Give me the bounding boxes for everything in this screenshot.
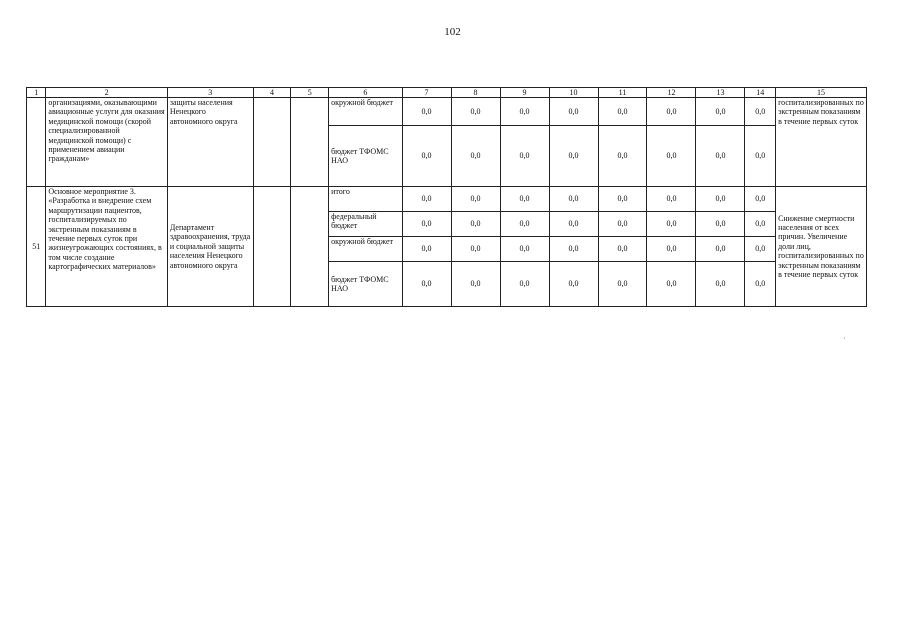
column-number: 2: [46, 88, 167, 98]
value-cell: 0,0: [549, 262, 598, 307]
value-cell: 0,0: [696, 262, 745, 307]
value-cell: 0,0: [598, 212, 647, 237]
value-cell: 0,0: [500, 262, 549, 307]
value-cell: 0,0: [647, 262, 696, 307]
activity-cell: организациями, оказывающими авиационные услуги для оказания медицинской помощи (скорой специализированной медицинской помощи) с применением авиации гражданам»: [46, 98, 167, 187]
value-cell: 0,0: [402, 212, 451, 237]
funding-source-cell: федеральный бюджет: [329, 212, 402, 237]
value-cell: 0,0: [500, 187, 549, 212]
value-cell: 0,0: [500, 126, 549, 187]
column-number: 8: [451, 88, 500, 98]
value-cell: 0,0: [647, 98, 696, 126]
value-cell: 0,0: [451, 237, 500, 262]
funding-source-cell: окружной бюджет: [329, 237, 402, 262]
empty-cell: [253, 98, 291, 187]
column-number-row: [27, 88, 867, 98]
column-number: 4: [253, 88, 291, 98]
value-cell: 0,0: [549, 187, 598, 212]
value-cell: 0,0: [696, 98, 745, 126]
value-cell: 0,0: [696, 237, 745, 262]
empty-cell: [253, 187, 291, 307]
value-cell: 0,0: [500, 212, 549, 237]
value-cell: 0,0: [745, 98, 776, 126]
column-number: 6: [329, 88, 402, 98]
value-cell: 0,0: [500, 98, 549, 126]
column-number: 12: [647, 88, 696, 98]
funding-source-cell: итого: [329, 187, 402, 212]
empty-cell: [291, 187, 329, 307]
column-number: 14: [745, 88, 776, 98]
funding-source-cell: окружной бюджет: [329, 98, 402, 126]
value-cell: 0,0: [598, 237, 647, 262]
value-cell: 0,0: [647, 237, 696, 262]
empty-cell: [291, 98, 329, 187]
funding-source-cell: бюджет ТФОМС НАО: [329, 262, 402, 307]
value-cell: 0,0: [598, 262, 647, 307]
column-number: 11: [598, 88, 647, 98]
funding-source-cell: бюджет ТФОМС НАО: [329, 126, 402, 187]
page-number: 102: [444, 26, 461, 38]
value-cell: 0,0: [549, 237, 598, 262]
column-number: 13: [696, 88, 745, 98]
value-cell: 0,0: [647, 212, 696, 237]
value-cell: 0,0: [598, 187, 647, 212]
table-row: [27, 187, 867, 212]
column-number: 7: [402, 88, 451, 98]
column-number: 5: [291, 88, 329, 98]
value-cell: 0,0: [451, 212, 500, 237]
value-cell: 0,0: [402, 187, 451, 212]
value-cell: 0,0: [402, 262, 451, 307]
value-cell: 0,0: [647, 187, 696, 212]
result-cell: госпитализированных по экстренным показаниям в течение первых суток: [776, 98, 867, 187]
executor-cell: защиты населения Ненецкого автономного округа: [167, 98, 253, 187]
value-cell: 0,0: [647, 126, 696, 187]
value-cell: 0,0: [696, 212, 745, 237]
value-cell: 0,0: [451, 126, 500, 187]
activity-cell: Основное мероприятие 3. «Разработка и внедрение схем маршрутизации пациентов, госпитализируемых по экстренным показаниям в течение первых суток при жизнеугрожающих состояниях, в том числе создание картографических материалов»: [46, 187, 167, 307]
scan-mark: ·: [843, 334, 846, 343]
value-cell: 0,0: [451, 98, 500, 126]
executor-cell: Департамент здравоохранения, труда и социальной защиты населения Ненецкого автономного округа: [167, 187, 253, 307]
value-cell: 0,0: [745, 262, 776, 307]
value-cell: 0,0: [402, 98, 451, 126]
value-cell: 0,0: [549, 98, 598, 126]
value-cell: 0,0: [745, 212, 776, 237]
column-number: 3: [167, 88, 253, 98]
value-cell: 0,0: [549, 212, 598, 237]
table-row: [27, 98, 867, 126]
value-cell: 0,0: [696, 187, 745, 212]
value-cell: 0,0: [402, 237, 451, 262]
value-cell: 0,0: [745, 187, 776, 212]
value-cell: 0,0: [500, 237, 549, 262]
value-cell: 0,0: [451, 262, 500, 307]
column-number: 10: [549, 88, 598, 98]
value-cell: 0,0: [598, 98, 647, 126]
column-number: 15: [776, 88, 867, 98]
value-cell: 0,0: [549, 126, 598, 187]
value-cell: 0,0: [696, 126, 745, 187]
column-number: 1: [27, 88, 46, 98]
value-cell: 0,0: [745, 126, 776, 187]
value-cell: 0,0: [402, 126, 451, 187]
column-number: 9: [500, 88, 549, 98]
budget-table: [26, 87, 867, 307]
row-number-cell: [27, 98, 46, 187]
value-cell: 0,0: [598, 126, 647, 187]
result-cell: Снижение смертности населения от всех причин. Увеличение доли лиц, госпитализированных по экстренным показаниям в течение первых суток: [776, 187, 867, 307]
value-cell: 0,0: [451, 187, 500, 212]
value-cell: 0,0: [745, 237, 776, 262]
row-number-cell: 51: [27, 187, 46, 307]
